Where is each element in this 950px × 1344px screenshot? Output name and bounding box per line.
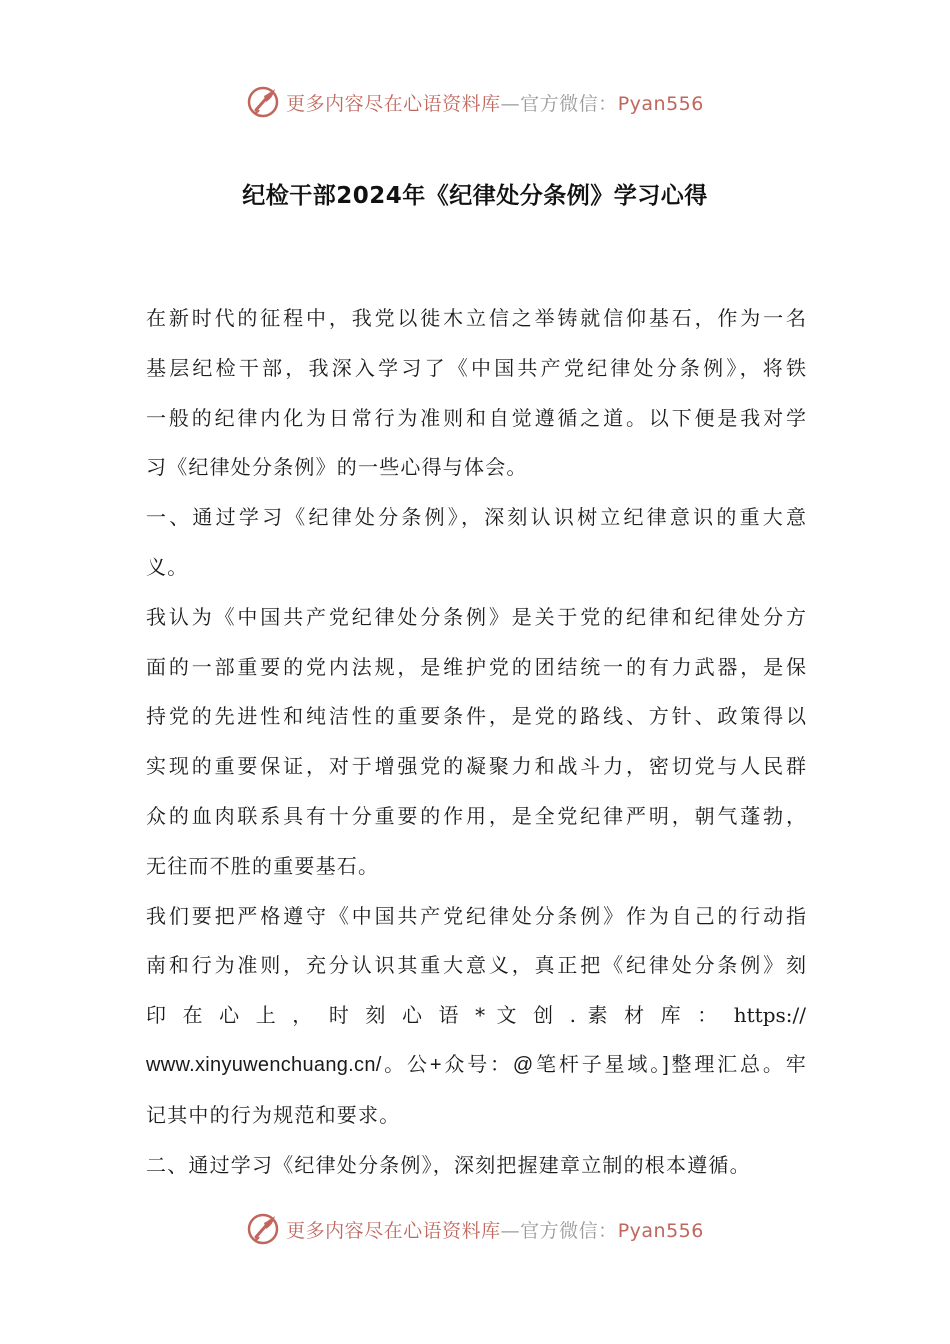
body-line: 众的血肉联系具有十分重要的作用，是全党纪律严明，朝气蓬勃，: [146, 803, 806, 828]
watermark-text: [286, 1216, 704, 1243]
body-line: 持党的先进性和纯洁性的重要条件，是党的路线、方针、政策得以: [146, 704, 806, 729]
document-body: [146, 294, 806, 1190]
body-line: 一般的纪律内化为日常行为准则和自觉遵循之道。以下便是我对学: [146, 405, 806, 430]
body-line: 南和行为准则，充分认识其重大意义，真正把《纪律处分条例》刻: [146, 953, 806, 978]
section-heading-1-cont: 义。: [146, 554, 189, 579]
body-line: 基层纪检干部，我深入学习了《中国共产党纪律处分条例》，将铁: [146, 355, 806, 380]
watermark-brand: 更多内容尽在心语资料库: [286, 1219, 501, 1242]
body-line: 面的一部重要的党内法规，是维护党的团结统一的有力武器，是保: [146, 654, 806, 679]
body-line: 习《纪律处分条例》的一些心得与体会。: [146, 455, 528, 480]
watermark-dash: —: [500, 92, 521, 115]
header-watermark-banner: [0, 82, 950, 122]
document-title: 纪检干部2024年《纪律处分条例》学习心得: [242, 183, 708, 209]
body-line: 我认为《中国共产党纪律处分条例》是关于党的纪律和纪律处分方: [146, 604, 806, 629]
body-line: 实现的重要保证，对于增强党的凝聚力和战斗力，密切党与人民群: [146, 754, 806, 779]
body-line-spaced: 印 在 心 上 ， 时 刻 心 语 * 文 创 . 素 材 库 ： https://: [146, 1003, 806, 1028]
watermark-wechat-id: Pyan556: [617, 1219, 704, 1242]
watermark-wechat-id: Pyan556: [617, 92, 704, 115]
body-line: 在新时代的征程中，我党以徙木立信之举铸就信仰基石，作为一名: [146, 306, 806, 330]
body-line-url: www.xinyuwenchuang.cn/。公+众号：@笔杆子星域。]整理汇总。牢: [146, 1053, 806, 1076]
feather-pen-icon: [246, 85, 280, 119]
body-line: 我们要把严格遵守《中国共产党纪律处分条例》作为自己的行动指: [146, 903, 806, 928]
section-heading-2: 二、通过学习《纪律处分条例》，深刻把握建章立制的根本遵循。: [146, 1152, 751, 1177]
section-heading-1: 一、通过学习《纪律处分条例》，深刻认识树立纪律意识的重大意: [146, 505, 806, 530]
watermark-text: [286, 89, 704, 116]
footer-watermark-banner: [0, 1209, 950, 1249]
watermark-wechat-label: 官方微信：: [520, 1219, 618, 1242]
body-line: 无往而不胜的重要基石。: [146, 853, 380, 878]
watermark-brand: 更多内容尽在心语资料库: [286, 92, 501, 115]
watermark-wechat-label: 官方微信：: [520, 92, 618, 115]
body-line: 记其中的行为规范和要求。: [146, 1102, 401, 1127]
feather-pen-icon: [246, 1212, 280, 1246]
watermark-dash: —: [500, 1219, 521, 1242]
